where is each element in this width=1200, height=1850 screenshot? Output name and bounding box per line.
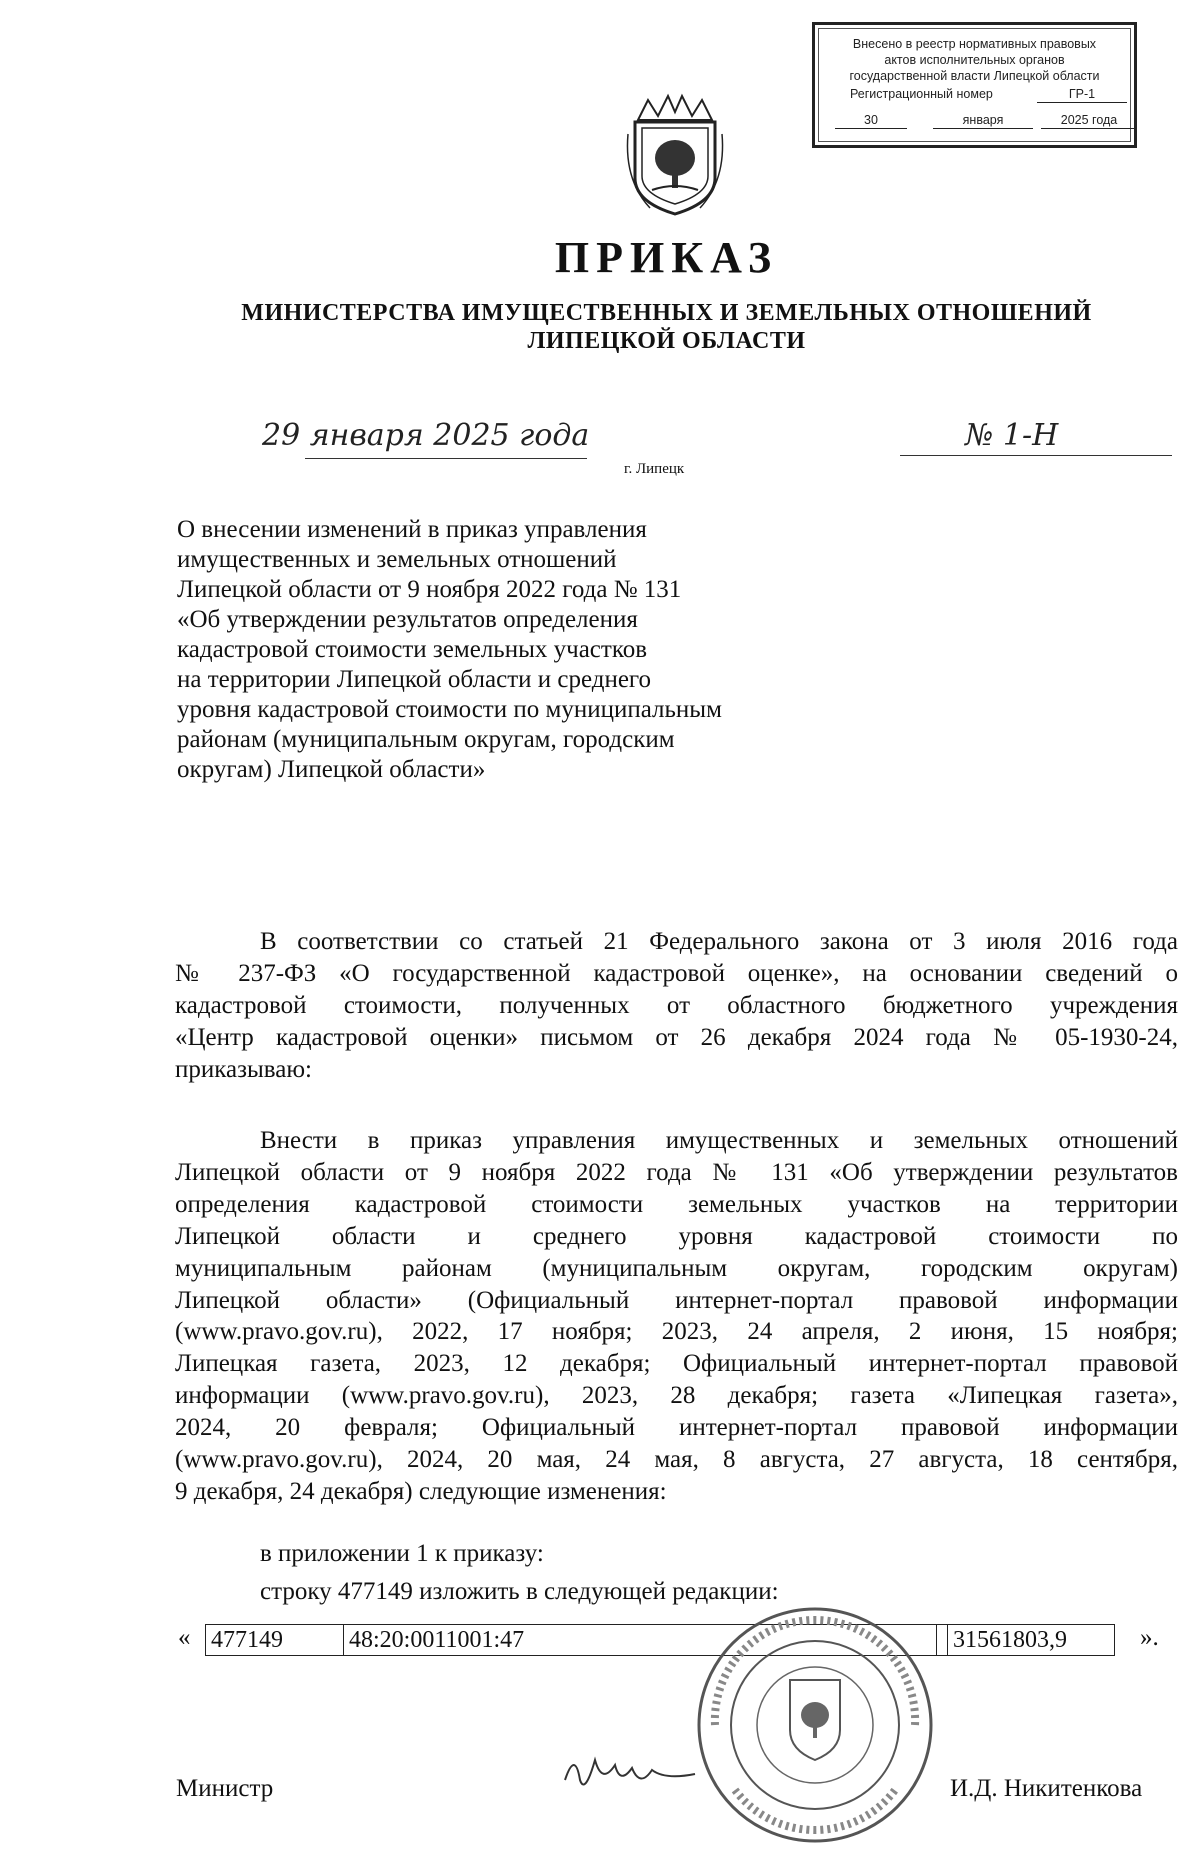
preamble-line: «Центр кадастровой оценки» письмом от 26 декабря 2024 года № 05-1930-24, [175,1023,1178,1051]
body-line: определения кадастровой стоимости земельных участков на территории [175,1190,1178,1218]
preamble-paragraph [175,926,1178,1086]
subject-line: имущественных и земельных отношений [177,546,617,573]
body-paragraph [175,1125,1178,1508]
body-line: муниципальным районам (муниципальным округам, городским округам) [175,1254,1178,1282]
replacement-row-table [205,1624,1115,1656]
handwritten-date: 29 января 2025 года [262,418,590,453]
preamble-line: кадастровой стоимости, полученных от областного бюджетного учреждения [175,991,1178,1019]
registry-year: 2025 года [1041,113,1137,129]
table-row [206,1625,1115,1656]
signer-title: Министр [176,1775,274,1802]
registry-stamp-line-3: государственной власти Липецкой области [849,69,1100,83]
appendix-line: в приложении 1 к приказу: [260,1540,544,1567]
registry-month: января [933,113,1033,129]
signer-name: И.Д. Никитенкова [950,1775,1143,1802]
body-line: (www.pravo.gov.ru), 2022, 17 ноября; 2023, 24 апреля, 2 июня, 15 ноября; [175,1318,1178,1346]
subject-line: на территории Липецкой области и среднего [177,666,652,693]
org-name-line-1: МИНИСТЕРСТВА ИМУЩЕСТВЕННЫХ И ЗЕМЕЛЬНЫХ ОТНОШЕНИЙ [241,300,1092,326]
body-line: Липецкой области и среднего уровня кадастровой стоимости по [175,1222,1178,1250]
body-line: Липецкой области от 9 ноября 2022 года № 131 «Об утверждении результатов [175,1158,1178,1186]
body-line: 2024, 20 февраля; Официальный интернет-портал правовой информации [175,1414,1178,1442]
org-name-line-2: ЛИПЕЦКОЙ ОБЛАСТИ [527,328,806,354]
body-line: Липецкой области» (Официальный интернет-портал правовой информации [175,1286,1178,1314]
registry-number-label: Регистрационный номер [850,87,993,101]
subject-line: «Об утверждении результатов определения [177,606,638,633]
cell-row-number: 477149 [206,1625,344,1656]
document-title: ПРИКАЗ [554,233,779,282]
body-line: Липецкая газета, 2023, 12 декабря; Официальный интернет-портал правовой [175,1350,1178,1378]
close-quote: ». [1140,1624,1159,1651]
handwritten-number: № 1-Н [965,418,1059,453]
registry-stamp-line-2: актов исполнительных органов [884,53,1065,67]
subject-line: округам) Липецкой области» [177,756,486,783]
preamble-line: № 237-ФЗ «О государственной кадастровой оценке», на основании сведений о [175,959,1178,987]
cell-cadastral-number: 48:20:0011001:47 [344,1625,937,1656]
preamble-line: В соответствии со статьей 21 Федерального закона от 3 июля 2016 года [260,928,1178,955]
official-seal-icon [690,1600,940,1850]
body-line: информации (www.pravo.gov.ru), 2023, 28 декабря; газета «Липецкая газета», [175,1382,1178,1410]
date-underline [305,458,587,459]
cell-cadastral-value: 31561803,9 [948,1625,1115,1656]
city: г. Липецк [624,461,685,477]
subject-line: уровня кадастровой стоимости по муниципальным [177,696,722,723]
number-underline [900,455,1172,456]
open-quote: « [178,1624,191,1651]
signature-scribble-icon [560,1740,700,1800]
body-line: 9 декабря, 24 декабря) следующие изменения: [175,1477,667,1505]
registry-stamp-line-1: Внесено в реестр нормативных правовых [852,37,1097,51]
subject-line: О внесении изменений в приказ управления [177,516,647,543]
subject-line: кадастровой стоимости земельных участков [177,636,647,663]
registry-stamp [812,22,1137,148]
coat-of-arms-icon [620,90,730,220]
registry-number: ГР-1 [1037,87,1127,103]
preamble-line: приказываю: [175,1055,312,1083]
body-line: (www.pravo.gov.ru), 2024, 20 мая, 24 мая, 8 августа, 27 августа, 18 сентября, [175,1446,1178,1474]
registry-day: 30 [835,113,907,129]
subject-block [177,515,817,785]
subject-line: Липецкой области от 9 ноября 2022 года № 131 [177,576,682,603]
subject-line: районам (муниципальным округам, городским [177,726,675,753]
instruction-line: строку 477149 изложить в следующей редакции: [260,1578,779,1605]
body-line: Внести в приказ управления имущественных и земельных отношений [260,1127,1178,1154]
